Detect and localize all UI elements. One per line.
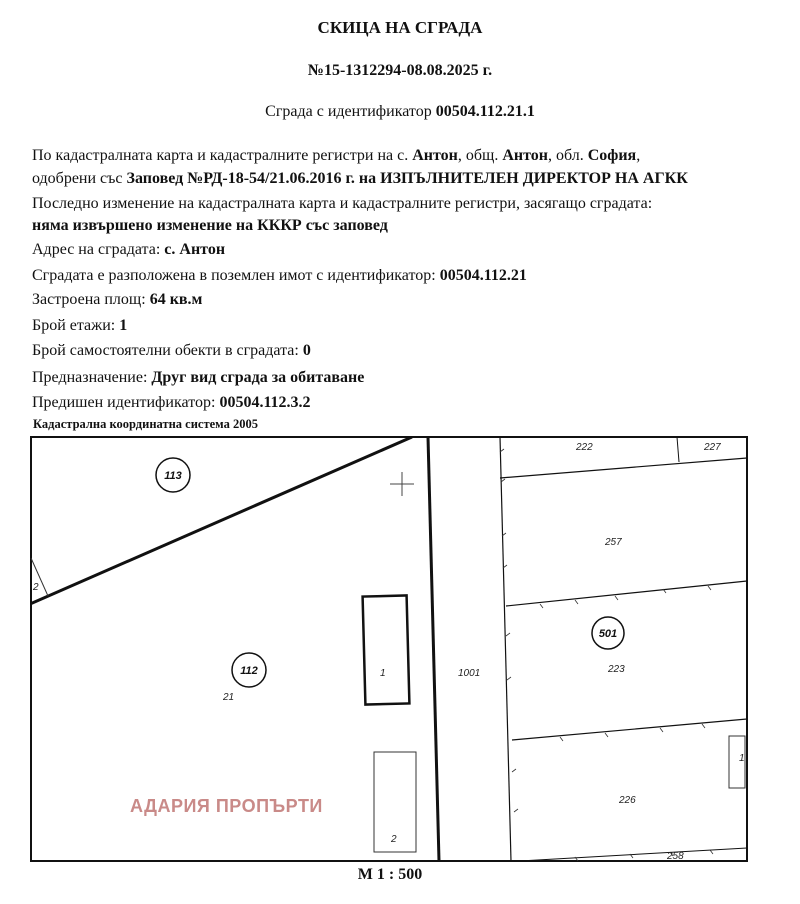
village-name: Антон	[412, 147, 458, 164]
boundary-226-258	[520, 848, 747, 861]
field-purpose	[32, 369, 364, 387]
quarter-501-label: 501	[598, 628, 618, 640]
boundary-ticks	[500, 449, 713, 861]
last-change-value: няма извършено изменение на КККР със заповед	[32, 217, 388, 234]
boundary-222-257	[500, 458, 747, 478]
parcel-226-label: 226	[619, 795, 636, 806]
boundary-222-227	[677, 437, 679, 462]
parcel-222-label: 222	[576, 442, 593, 453]
watermark-text: АДАРИЯ ПРОПЪРТИ	[130, 796, 323, 816]
field-label: Предишен идентификатор:	[32, 394, 220, 411]
map-scale: М 1 : 500	[357, 866, 423, 883]
road-1001-label: 1001	[458, 668, 481, 679]
approval-text: одобрени със	[32, 170, 127, 187]
field-area	[32, 291, 202, 309]
field-value: 0	[302, 342, 311, 359]
road-boundary-right	[500, 437, 511, 861]
parcel-257-label: 257	[605, 537, 622, 548]
approval-order: Заповед №РД-18-54/21.06.2016 г. на ИЗПЪЛНИТЕЛЕН ДИРЕКТОР НА АГКК	[126, 170, 688, 187]
building-1-label: 1	[380, 668, 386, 679]
building-identifier-label: Сграда с идентификатор	[265, 103, 436, 120]
coordinate-system-label: Кадастрална координатна система 2005	[33, 417, 258, 431]
field-address	[32, 241, 225, 259]
parcel-21-label: 21	[223, 692, 235, 703]
field-value: 1	[119, 317, 128, 334]
approval-line-2	[32, 170, 688, 188]
region-name: София	[587, 147, 637, 164]
field-label: Сградата е разположена в поземлен имот с идентификатор:	[32, 267, 440, 284]
field-previous-id	[32, 394, 311, 412]
approval-text: ,	[636, 147, 641, 164]
field-label: Брой етажи:	[32, 317, 120, 334]
approval-line-1	[32, 147, 640, 165]
document-number: №15-1312294-08.08.2025 г.	[307, 62, 493, 79]
field-label: Предназначение:	[32, 369, 152, 386]
approval-text: По кадастралната карта и кадастралните регистри на с.	[32, 147, 413, 164]
field-value: Друг вид сграда за обитаване	[151, 369, 365, 386]
parcel-227-label: 227	[704, 442, 721, 453]
boundary-113-112	[30, 437, 412, 604]
parcel-258-label: 258	[667, 851, 684, 862]
boundary-257-223	[506, 581, 747, 606]
quarter-112-label: 112	[240, 665, 258, 677]
parcel-2-label: 2	[33, 582, 39, 593]
building-identifier-value: 00504.112.21.1	[435, 103, 535, 120]
field-label: Брой самостоятелни обекти в сградата:	[32, 342, 303, 359]
field-value: 00504.112.21	[439, 267, 527, 284]
field-floors	[32, 317, 127, 335]
approval-text: , обл.	[547, 147, 588, 164]
municipality-name: Антон	[502, 147, 548, 164]
document-title: СКИЦА НА СГРАДА	[317, 18, 483, 37]
road-boundary-left	[428, 437, 439, 861]
field-parcel	[32, 267, 527, 285]
building-1	[363, 595, 410, 704]
approval-text: , общ.	[457, 147, 503, 164]
parcel-223-label: 223	[608, 664, 625, 675]
building-2-label: 2	[391, 834, 397, 845]
field-label: Адрес на сградата:	[32, 241, 165, 258]
building-right-label: 1	[739, 753, 745, 764]
building-identifier-line	[0, 103, 800, 121]
quarter-113-label: 113	[164, 470, 182, 482]
field-units	[32, 342, 311, 360]
field-value: 64 кв.м	[149, 291, 203, 308]
field-value: 00504.112.3.2	[219, 394, 311, 411]
field-value: с. Антон	[164, 241, 226, 258]
last-change-label: Последно изменение на кадастралната карта и кадастралните регистри, засягащо сградата:	[32, 195, 653, 212]
field-label: Застроена площ:	[32, 291, 150, 308]
boundary-223-226	[512, 719, 747, 740]
